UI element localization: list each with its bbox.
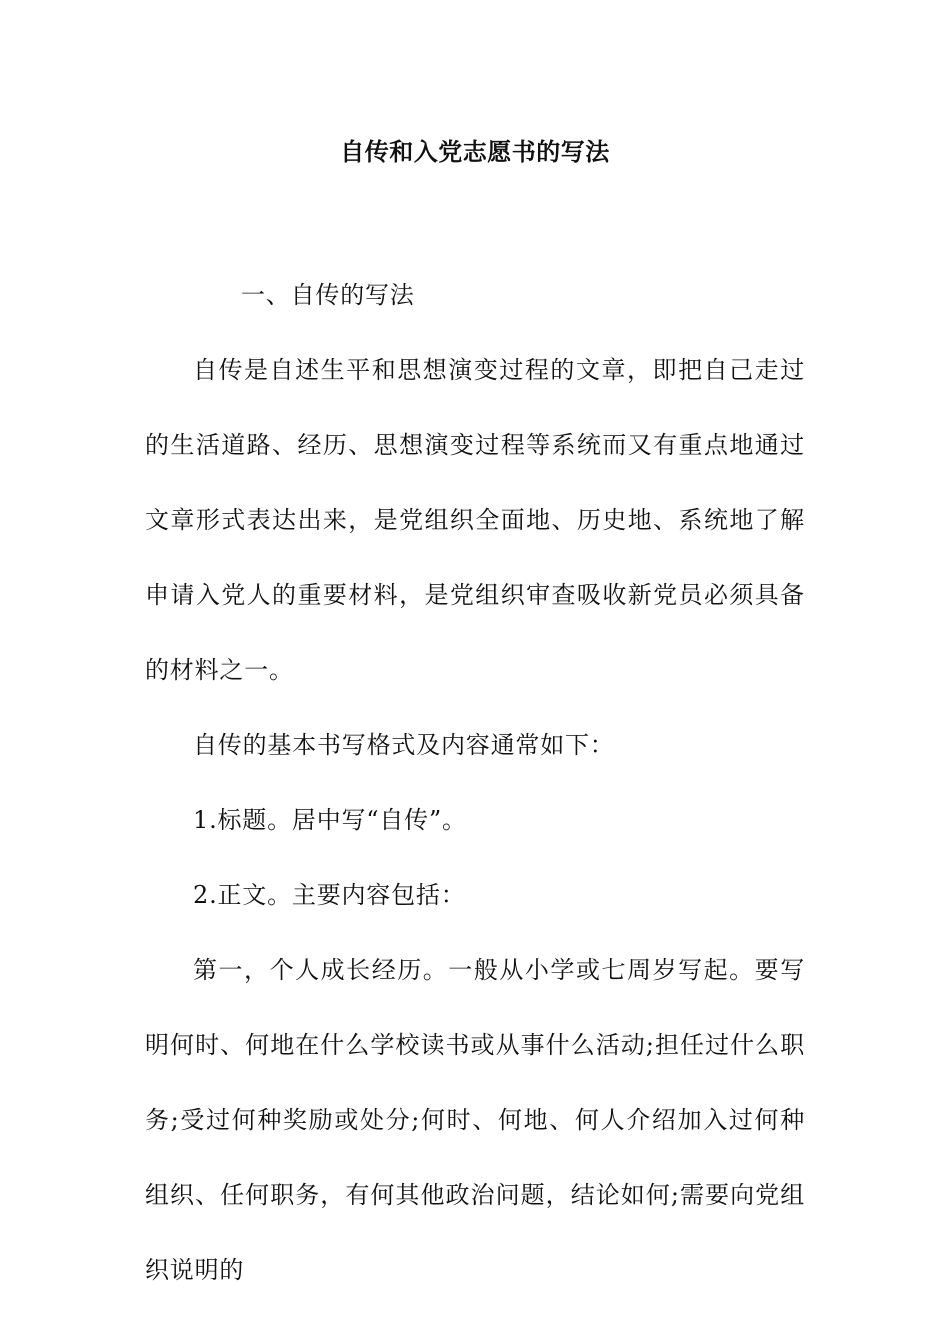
paragraph-intro: 自传是自述生平和思想演变过程的文章，即把自己走过的生活道路、经历、思想演变过程等系统而又有重点地通过文章形式表达出来，是党组织全面地、历史地、系统地了解申请入党人的重要材料，是党组织审查吸收新党员必须具备的材料之一。 (145, 356, 805, 684)
section-heading: 一、自传的写法 (241, 281, 415, 309)
document-body (145, 258, 805, 1308)
paragraph-body-rule: 2.正文。主要内容包括： (193, 881, 466, 909)
paragraph-experience: 第一，个人成长经历。一般从小学或七周岁写起。要写明何时、何地在什么学校读书或从事什么活动;担任过什么职务;受过何种奖励或处分;何时、何地、何人介绍加入过何种组织、任何职务，有何其他政治问题，结论如何;需要向党组织说明的 (145, 956, 805, 1284)
paragraph-format: 自传的基本书写格式及内容通常如下： (193, 731, 615, 759)
paragraph-title-rule: 1.标题。居中写“自传”。 (193, 806, 467, 834)
document-title: 自传和入党志愿书的写法 (340, 137, 610, 166)
